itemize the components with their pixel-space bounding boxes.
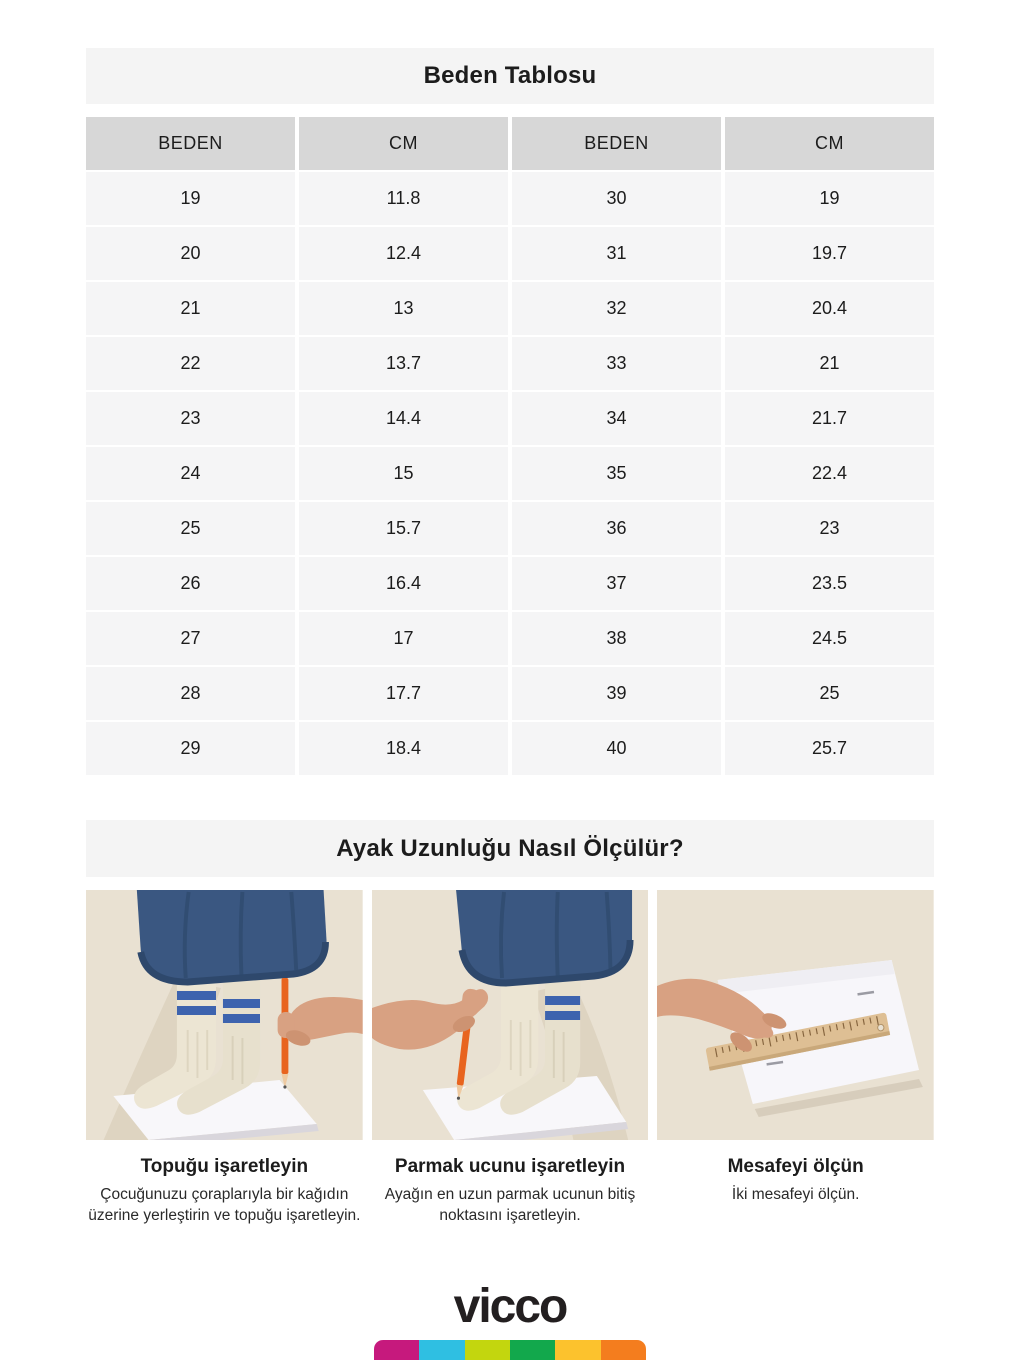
size-cell: 25.7 (725, 722, 934, 775)
column-header-beden-right: BEDEN (512, 117, 721, 170)
step-description: Ayağın en uzun parmak ucunun bitiş noktasını işaretleyin. (384, 1186, 636, 1224)
measure-distance-photo (657, 890, 934, 1140)
size-cell: 11.8 (299, 172, 508, 225)
size-table (86, 117, 934, 775)
size-cell: 18.4 (299, 722, 508, 775)
column-header-cm-left: CM (299, 117, 508, 170)
size-cell: 15.7 (299, 502, 508, 555)
size-cell: 12.4 (299, 227, 508, 280)
size-cell: 36 (512, 502, 721, 555)
brand-wordmark: vicco (453, 1280, 567, 1333)
size-cell: 17 (299, 612, 508, 665)
brand-color-segment (555, 1340, 600, 1360)
brand-color-segment (374, 1340, 419, 1360)
size-cell: 38 (512, 612, 721, 665)
size-table-title-banner (86, 48, 934, 104)
size-cell: 13.7 (299, 337, 508, 390)
size-cell: 32 (512, 282, 721, 335)
step-mark-toe (372, 890, 649, 1227)
step-measure-distance (657, 890, 934, 1227)
size-cell: 14.4 (299, 392, 508, 445)
size-cell: 28 (86, 667, 295, 720)
size-cell: 15 (299, 447, 508, 500)
brand-footer (0, 1282, 1020, 1360)
size-cell: 35 (512, 447, 721, 500)
size-cell: 21 (725, 337, 934, 390)
size-cell: 21 (86, 282, 295, 335)
brand-color-segment (419, 1340, 464, 1360)
step-description: İki mesafeyi ölçün. (731, 1186, 860, 1203)
step-mark-heel (86, 890, 363, 1227)
step-description: Çocuğunuzu çoraplarıyla bir kağıdın üzerine yerleştirin ve topuğu işaretleyin. (88, 1186, 361, 1224)
column-header-beden-left: BEDEN (86, 117, 295, 170)
size-cell: 24 (86, 447, 295, 500)
size-cell: 13 (299, 282, 508, 335)
measure-title: Ayak Uzunluğu Nasıl Ölçülür? (336, 834, 684, 862)
brand-color-segment (510, 1340, 555, 1360)
size-cell: 22.4 (725, 447, 934, 500)
size-cell: 27 (86, 612, 295, 665)
size-cell: 19 (86, 172, 295, 225)
size-cell: 25 (86, 502, 295, 555)
size-cell: 23 (86, 392, 295, 445)
size-cell: 20.4 (725, 282, 934, 335)
brand-color-segment (465, 1340, 510, 1360)
mark-toe-photo (372, 890, 649, 1140)
size-cell: 19.7 (725, 227, 934, 280)
size-cell: 17.7 (299, 667, 508, 720)
measure-steps (86, 890, 934, 1227)
size-cell: 20 (86, 227, 295, 280)
size-cell: 34 (512, 392, 721, 445)
brand-color-bar (374, 1340, 646, 1360)
size-cell: 31 (512, 227, 721, 280)
size-cell: 37 (512, 557, 721, 610)
size-cell: 16.4 (299, 557, 508, 610)
mark-heel-photo (86, 890, 363, 1140)
size-cell: 26 (86, 557, 295, 610)
size-cell: 23.5 (725, 557, 934, 610)
size-cell: 22 (86, 337, 295, 390)
size-cell: 25 (725, 667, 934, 720)
step-heading: Mesafeyi ölçün (727, 1156, 864, 1177)
step-heading: Topuğu işaretleyin (140, 1156, 309, 1177)
size-cell: 39 (512, 667, 721, 720)
size-table-title: Beden Tablosu (423, 62, 597, 89)
size-cell: 30 (512, 172, 721, 225)
size-cell: 24.5 (725, 612, 934, 665)
size-cell: 40 (512, 722, 721, 775)
brand-color-segment (601, 1340, 646, 1360)
size-cell: 29 (86, 722, 295, 775)
size-cell: 33 (512, 337, 721, 390)
size-cell: 21.7 (725, 392, 934, 445)
column-header-cm-right: CM (725, 117, 934, 170)
measure-title-banner (86, 820, 934, 877)
size-cell: 19 (725, 172, 934, 225)
step-heading: Parmak ucunu işaretleyin (394, 1156, 626, 1177)
size-cell: 23 (725, 502, 934, 555)
